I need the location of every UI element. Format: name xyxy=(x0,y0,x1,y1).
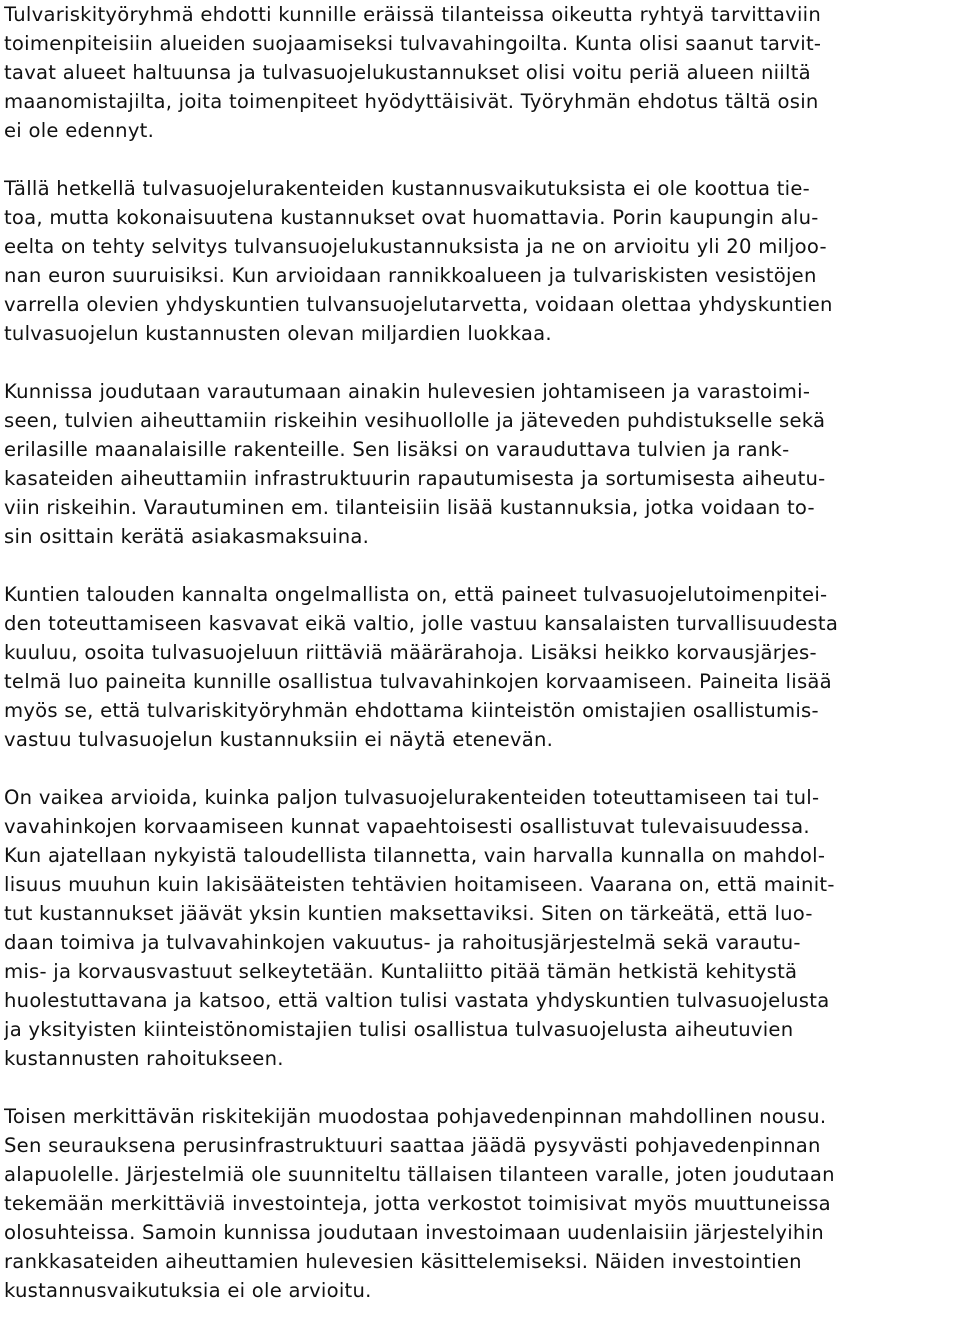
paragraph xyxy=(4,580,956,754)
text-line: tekemään merkittäviä investointeja, jotta verkostot toimisivat myös muuttuneissa xyxy=(4,1192,831,1215)
text-line: kasateiden aiheuttamiin infrastruktuurin rapautumisesta ja sortumisesta aiheutu- xyxy=(4,467,826,490)
text-line: telmä luo paineita kunnille osallistua tulvavahinkojen korvaamiseen. Paineita lisää xyxy=(4,670,832,693)
text-line: mis- ja korvausvastuut selkeytetään. Kuntaliitto pitää tämän hetkistä kehitystä xyxy=(4,960,798,983)
paragraph xyxy=(4,377,956,551)
text-line: alapuolelle. Järjestelmiä ole suunniteltu tällaisen tilanteen varalle, joten joudutaan xyxy=(4,1163,835,1186)
text-line: sin osittain kerätä asiakasmaksuina. xyxy=(4,525,370,548)
text-line: vastuu tulvasuojelun kustannuksiin ei näytä etenevän. xyxy=(4,728,554,751)
text-line: daan toimiva ja tulvavahinkojen vakuutus- ja rahoitusjärjestelmä sekä varautu- xyxy=(4,931,801,954)
paragraph xyxy=(4,1102,956,1305)
text-line: toa, mutta kokonaisuutena kustannukset ovat huomattavia. Porin kaupungin alu- xyxy=(4,206,819,229)
paragraph xyxy=(4,0,956,145)
text-line: nan euron suuruisiksi. Kun arvioidaan rannikkoalueen ja tulvariskisten vesistöjen xyxy=(4,264,817,287)
paragraph xyxy=(4,174,956,348)
text-line: maanomistajilta, joita toimenpiteet hyödyttäisivät. Työryhmän ehdotus tältä osin xyxy=(4,90,819,113)
text-line: On vaikea arvioida, kuinka paljon tulvasuojelurakenteiden toteuttamiseen tai tul- xyxy=(4,786,820,809)
text-line: Kun ajatellaan nykyistä taloudellista tilannetta, vain harvalla kunnalla on mahdol- xyxy=(4,844,826,867)
text-line: viin riskeihin. Varautuminen em. tilanteisiin lisää kustannuksia, jotka voidaan to- xyxy=(4,496,815,519)
text-line: kustannusten rahoitukseen. xyxy=(4,1047,284,1070)
text-line: varrella olevien yhdyskuntien tulvansuojelutarvetta, voidaan olettaa yhdyskuntien xyxy=(4,293,833,316)
text-line: rankkasateiden aiheuttamien hulevesien käsittelemiseksi. Näiden investointien xyxy=(4,1250,802,1273)
text-line: erilasille maanalaisille rakenteille. Sen lisäksi on varauduttava tulvien ja rank- xyxy=(4,438,790,461)
text-line: seen, tulvien aiheuttamiin riskeihin vesihuollolle ja jäteveden puhdistukselle sekä xyxy=(4,409,826,432)
text-line: Sen seurauksena perusinfrastruktuuri saattaa jäädä pysyvästi pohjavedenpinnan xyxy=(4,1134,821,1157)
text-line: Kunnissa joudutaan varautumaan ainakin hulevesien johtamiseen ja varastoimi- xyxy=(4,380,811,403)
text-line: Tällä hetkellä tulvasuojelurakenteiden kustannusvaikutuksista ei ole koottua tie- xyxy=(4,177,810,200)
paragraph xyxy=(4,783,956,1073)
text-line: den toteuttamiseen kasvavat eikä valtio, jolle vastuu kansalaisten turvallisuudesta xyxy=(4,612,839,635)
text-line: huolestuttavana ja katsoo, että valtion tulisi vastata yhdyskuntien tulvasuojelusta xyxy=(4,989,830,1012)
text-line: Tulvariskityöryhmä ehdotti kunnille eräissä tilanteissa oikeutta ryhtyä tarvittaviin xyxy=(4,3,821,26)
text-line: Kuntien talouden kannalta ongelmallista on, että paineet tulvasuojelutoimenpitei- xyxy=(4,583,828,606)
text-line: toimenpiteisiin alueiden suojaamiseksi tulvavahingoilta. Kunta olisi saanut tarvit- xyxy=(4,32,822,55)
text-line: kustannusvaikutuksia ei ole arvioitu. xyxy=(4,1279,372,1302)
text-line: Toisen merkittävän riskitekijän muodostaa pohjavedenpinnan mahdollinen nousu. xyxy=(4,1105,827,1128)
text-line: ei ole edennyt. xyxy=(4,119,155,142)
text-line: kuuluu, osoita tulvasuojeluun riittäviä määrärahoja. Lisäksi heikko korvausjärjes- xyxy=(4,641,817,664)
text-line: vavahinkojen korvaamiseen kunnat vapaehtoisesti osallistuvat tulevaisuudessa. xyxy=(4,815,810,838)
text-line: myös se, että tulvariskityöryhmän ehdottama kiinteistön omistajien osallistumis- xyxy=(4,699,819,722)
text-line: eelta on tehty selvitys tulvansuojelukustannuksista ja ne on arvioitu yli 20 miljoo- xyxy=(4,235,827,258)
text-line: tut kustannukset jäävät yksin kuntien maksettaviksi. Siten on tärkeätä, että luo- xyxy=(4,902,813,925)
text-line: lisuus muuhun kuin lakisääteisten tehtävien hoitamiseen. Vaarana on, että mainit- xyxy=(4,873,835,896)
text-line: olosuhteissa. Samoin kunnissa joudutaan investoimaan uudenlaisiin järjestelyihin xyxy=(4,1221,824,1244)
text-line: tulvasuojelun kustannusten olevan miljardien luokkaa. xyxy=(4,322,552,345)
text-line: tavat alueet haltuunsa ja tulvasuojelukustannukset olisi voitu periä alueen niiltä xyxy=(4,61,811,84)
document-page xyxy=(4,0,956,1334)
text-line: ja yksityisten kiinteistönomistajien tulisi osallistua tulvasuojelusta aiheutuvien xyxy=(4,1018,794,1041)
